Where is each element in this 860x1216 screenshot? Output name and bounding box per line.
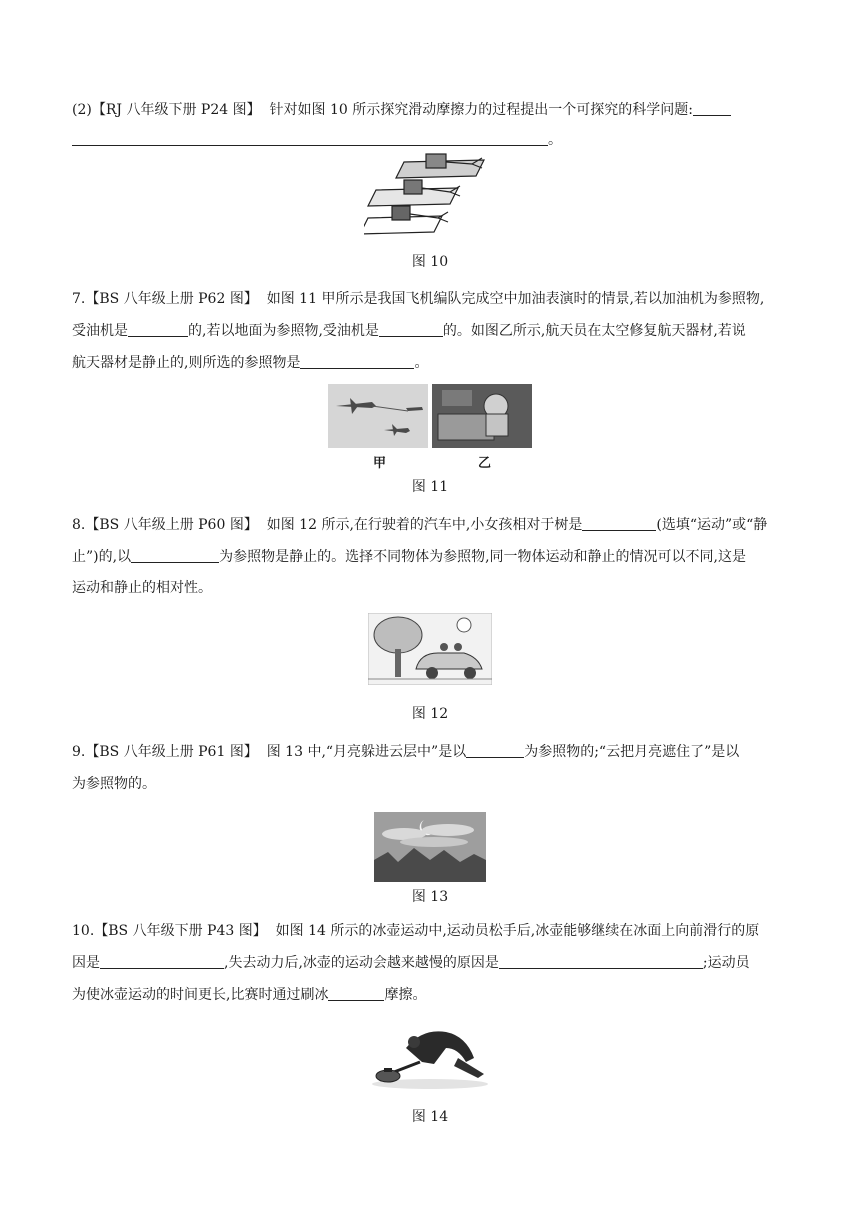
figure-12-car-and-tree [368, 613, 492, 685]
answer-blank[interactable] [328, 985, 384, 1001]
question-text: (选填“运动”或“静 [656, 517, 768, 533]
question-number: 7. [72, 291, 86, 307]
question-8-line-2 [72, 547, 746, 567]
question-text: 为参照物是静止的。选择不同物体为参照物,同一物体运动和静止的情况可以不同,这是 [219, 549, 746, 565]
question-9-line-2 [72, 774, 156, 794]
answer-blank[interactable] [499, 953, 703, 969]
question-text: ,失去动力后,冰壶的运动会越来越慢的原因是 [224, 955, 499, 971]
source-tag: 【BS 八年级上册 P62 图】 [85, 291, 258, 307]
question-6-2-line-1 [72, 100, 731, 120]
figure-13-caption: 图 13 [411, 889, 449, 905]
figure-12-caption: 图 12 [411, 706, 449, 722]
question-7-line-2 [72, 321, 746, 341]
question-text: 受油机是 [72, 323, 128, 339]
question-text: 航天器材是静止的,则所选的参照物是 [72, 355, 301, 371]
question-text: 针对如图 10 所示探究滑动摩擦力的过程提出一个可探究的科学问题: [269, 102, 693, 118]
question-10-line-2 [72, 953, 750, 973]
question-text: 为参照物的。 [72, 776, 156, 792]
answer-blank[interactable] [72, 130, 548, 146]
answer-blank[interactable] [128, 321, 188, 337]
question-6-2-line-2 [72, 130, 562, 150]
answer-blank[interactable] [379, 321, 443, 337]
figure-11-label-a: 甲 [373, 456, 387, 471]
source-tag: 【RJ 八年级下册 P24 图】 [91, 102, 261, 118]
figure-13-moon-and-clouds [374, 812, 486, 882]
question-text: 摩擦。 [384, 987, 427, 1003]
figure-14-curling-player [366, 1018, 492, 1090]
question-text: 因是 [72, 955, 100, 971]
question-number: 10. [72, 923, 95, 939]
answer-blank[interactable] [131, 547, 219, 563]
question-text: ;运动员 [702, 955, 750, 971]
figure-11-label-b: 乙 [478, 456, 492, 471]
question-8-line-1 [72, 515, 767, 535]
answer-blank[interactable] [693, 100, 731, 116]
source-tag: 【BS 八年级上册 P61 图】 [85, 744, 258, 760]
figure-14-caption: 图 14 [411, 1109, 449, 1125]
question-number: (2) [72, 102, 92, 118]
figure-11-a-air-refueling [328, 384, 428, 448]
question-text: 的,若以地面为参照物,受油机是 [188, 323, 379, 339]
question-7-line-1 [72, 289, 764, 309]
answer-blank[interactable] [582, 515, 656, 531]
source-tag: 【BS 八年级上册 P60 图】 [85, 517, 258, 533]
figure-11-b-astronaut [432, 384, 532, 448]
answer-blank[interactable] [100, 953, 224, 969]
question-7-line-3 [72, 353, 428, 373]
question-text: 运动和静止的相对性。 [72, 580, 212, 596]
figure-11-caption: 图 11 [411, 479, 449, 495]
question-9-line-1 [72, 742, 739, 762]
question-text: 如图 14 所示的冰壶运动中,运动员松手后,冰壶能够继续在冰面上向前滑行的原 [275, 923, 760, 939]
question-text: 为参照物的;“云把月亮遮住了”是以 [524, 744, 740, 760]
source-tag: 【BS 八年级下册 P43 图】 [94, 923, 267, 939]
question-text: 如图 11 甲所示是我国飞机编队完成空中加油表演时的情景,若以加油机为参照物, [266, 291, 765, 307]
question-text: 图 13 中,“月亮躲进云层中”是以 [266, 744, 467, 760]
question-8-line-3 [72, 578, 212, 598]
question-number: 9. [72, 744, 86, 760]
question-10-line-1 [72, 921, 759, 941]
punctuation: 。 [414, 355, 429, 371]
question-text: 为使冰壶运动的时间更长,比赛时通过刷冰 [72, 987, 329, 1003]
question-text: 如图 12 所示,在行驶着的汽车中,小女孩相对于树是 [266, 517, 583, 533]
answer-blank[interactable] [466, 742, 524, 758]
question-10-line-3 [72, 985, 426, 1005]
question-text: 止”)的,以 [72, 549, 132, 565]
answer-blank[interactable] [300, 353, 414, 369]
question-text: 的。如图乙所示,航天员在太空修复航天器材,若说 [442, 323, 746, 339]
figure-10-caption: 图 10 [411, 254, 449, 270]
punctuation: 。 [548, 132, 562, 148]
question-number: 8. [72, 517, 86, 533]
figure-10-friction-experiment [364, 152, 496, 248]
